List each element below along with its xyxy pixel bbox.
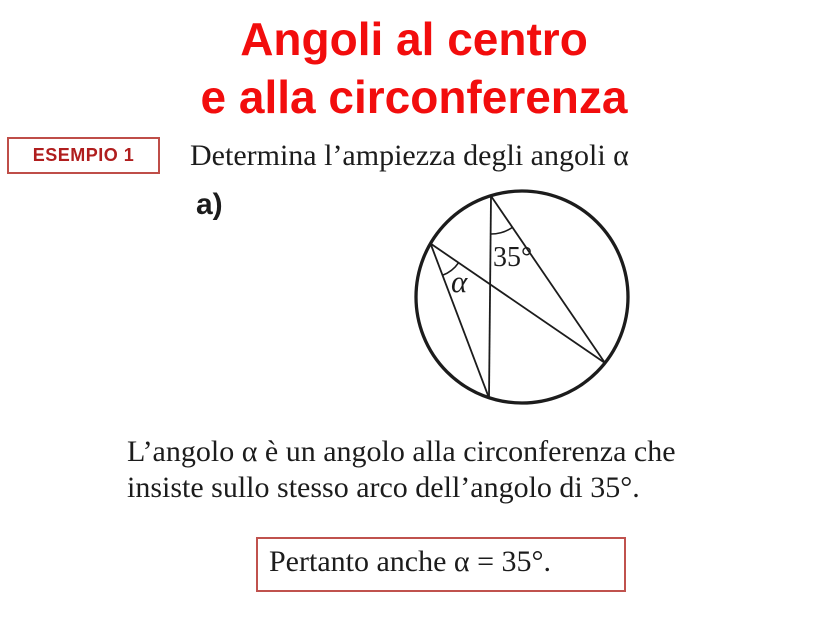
chord-top-to-right	[491, 196, 605, 363]
circle-outline	[416, 191, 628, 403]
explanation-line2: insiste sullo stesso arco dell’angolo di 35°.	[127, 471, 640, 504]
conclusion-box	[256, 537, 626, 592]
item-label-a: a)	[196, 188, 223, 221]
page-title	[0, 10, 828, 126]
explanation-line1: L’angolo α è un angolo alla circonferenza che	[127, 435, 676, 468]
example-badge-label: ESEMPIO 1	[32, 145, 135, 165]
chord-top-to-bottom	[489, 196, 491, 398]
circle-diagram	[390, 180, 650, 420]
angle-35-label: 35°	[493, 242, 533, 273]
page-title-line2: e alla circonferenza	[200, 71, 628, 123]
explanation	[127, 434, 676, 506]
angle-alpha-label: α	[451, 264, 468, 299]
problem-prompt: Determina l’ampiezza degli angoli α	[190, 139, 629, 172]
page-title-line1: Angoli al centro	[240, 13, 588, 65]
example-badge	[7, 137, 160, 174]
angle-arc-35	[491, 227, 513, 234]
conclusion-text: Pertanto anche α = 35°.	[269, 545, 552, 578]
